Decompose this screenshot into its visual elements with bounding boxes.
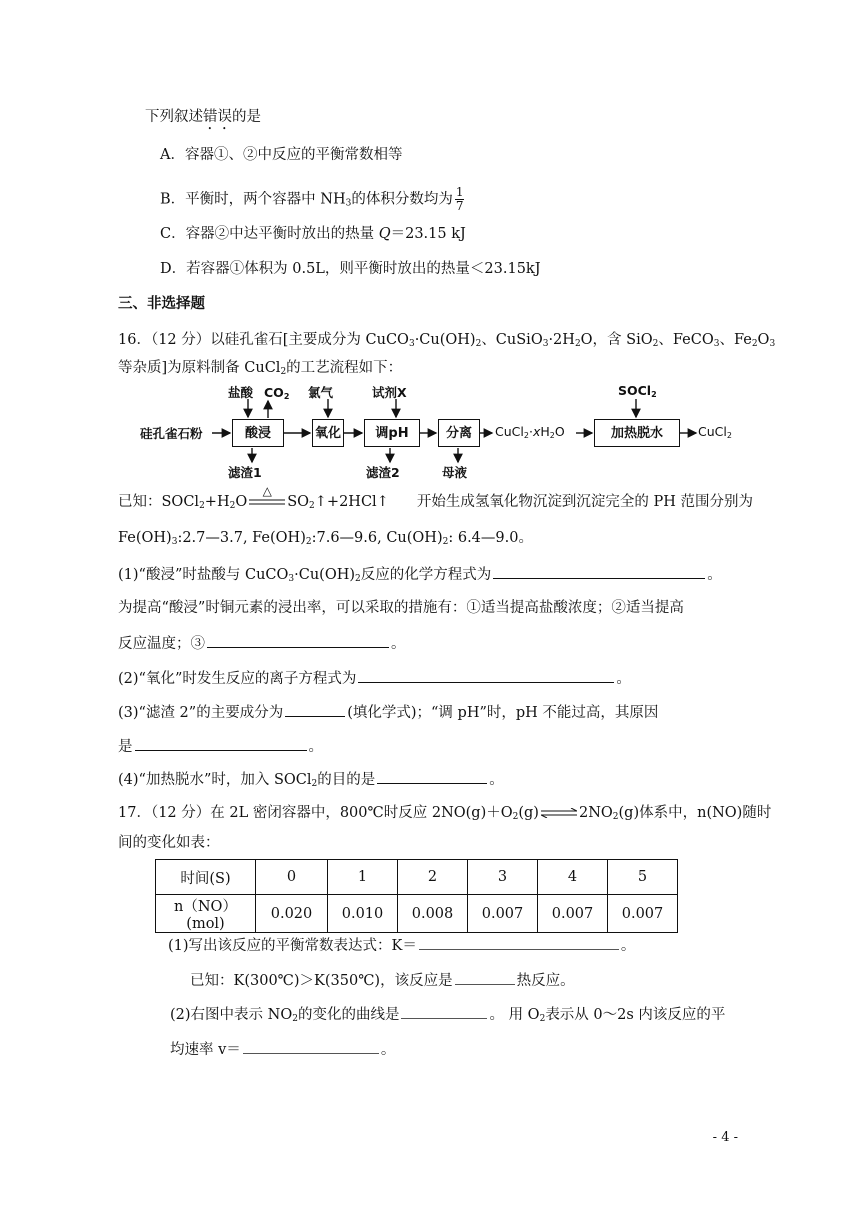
q15-option-b — [160, 186, 464, 217]
answer-blank[interactable] — [243, 1039, 379, 1054]
table-row-header — [156, 860, 678, 895]
t: 热反应。 — [516, 973, 575, 989]
table-cell-time: 3 — [468, 860, 538, 895]
flow-box-oxidation: 氧化 — [312, 419, 344, 447]
q15-option-c — [160, 224, 466, 244]
sub: 3 — [769, 339, 776, 349]
answer-blank[interactable] — [493, 564, 705, 579]
flow-mother-liquor: 母液 — [442, 465, 468, 480]
t: 、Fe — [719, 332, 752, 348]
flow-intermediate-product: $CuCl_2\cdot xH_2O$ — [495, 424, 565, 440]
q16-known-equation — [118, 484, 753, 516]
flow-box-heat-dehydrate: 加热脱水 — [594, 419, 680, 447]
answer-blank[interactable] — [135, 736, 307, 751]
t: : 6.4—9.0。 — [448, 530, 533, 546]
t: 等杂质]为原料制备 CuCl — [118, 360, 281, 376]
t: 已知：SOCl — [118, 494, 200, 510]
table-cell-time: 4 — [538, 860, 608, 895]
reaction-condition-arrow — [249, 484, 285, 507]
table-cell-row-label: n（NO）(mol) — [156, 895, 256, 933]
sub: 2 — [612, 812, 619, 822]
t: O — [554, 424, 565, 439]
t: (4)“加热脱水”时，加入 SOCl — [118, 772, 312, 788]
sub: 2 — [651, 390, 657, 399]
flow-input-reagent-x: 试剂X — [372, 385, 407, 400]
t: 。 — [620, 938, 636, 954]
q15-prompt-post: 的是 — [232, 109, 261, 125]
t: 的工艺流程如下： — [286, 360, 403, 376]
page-number: - 4 - — [712, 1130, 738, 1145]
t: (填化学式)；“调 pH”时，pH 不能过高，其原因 — [347, 705, 659, 721]
t: Fe(OH) — [118, 530, 172, 546]
t: (2)右图中表示 NO — [170, 1007, 293, 1023]
process-flow-diagram — [140, 385, 740, 485]
reversible-arrow-icon — [541, 808, 577, 818]
q17-line2: 间的变化如表： — [118, 835, 220, 851]
t: 的目的是 — [317, 772, 376, 788]
t: (3)“滤渣 2”的主要成分为 — [118, 705, 284, 721]
t: (g)体系中，n(NO)随时 — [618, 805, 772, 821]
flow-input-hcl: 盐酸 — [228, 385, 254, 400]
t: 。 — [707, 567, 722, 583]
q17-part1-known — [190, 970, 575, 991]
q16-part1 — [118, 564, 722, 589]
sub: 2 — [355, 574, 361, 584]
table-cell-time: 0 — [256, 860, 328, 895]
table-cell-value: 0.007 — [538, 895, 608, 933]
t: (g) — [518, 805, 539, 821]
t: H — [540, 424, 550, 439]
section-title: 三、非选择题 — [118, 296, 205, 312]
flow-box-adjust-ph: 调pH — [364, 419, 420, 447]
t: ·Cu(OH) — [294, 567, 356, 583]
t: 开始生成氢氧化物沉淀到沉淀完全的 PH 范围分别为 — [416, 494, 753, 510]
answer-blank[interactable] — [401, 1004, 487, 1019]
sub: 2 — [549, 431, 555, 440]
t: (2)“氧化”时发生反应的离子方程式为 — [118, 671, 357, 687]
no-amount-table — [155, 859, 678, 933]
table-cell-time: 5 — [608, 860, 678, 895]
t: 17．（12 分）在 2L 密闭容器中，800℃时反应 2NO(g)＋O — [118, 805, 513, 821]
table-cell-value: 0.020 — [256, 895, 328, 933]
q15-option-b-sub: 3 — [345, 198, 352, 209]
table-cell-time: 1 — [328, 860, 398, 895]
sub: 2 — [229, 501, 236, 511]
t: 均速率 v＝ — [170, 1042, 241, 1058]
t: 16．（12 分）以硅孔雀石[主要成分为 CuCO — [118, 332, 409, 348]
t: 2NO — [578, 805, 613, 821]
sub: 2 — [292, 1014, 298, 1024]
q16-part3-line2 — [118, 736, 323, 757]
sub: 2 — [280, 367, 287, 377]
t: O — [235, 494, 248, 510]
t: 反应温度；③ — [118, 636, 205, 652]
q16-part1-line2: 为提高“酸浸”时铜元素的浸出率，可以采取的措施有：①适当提高盐酸浓度；②适当提高 — [118, 600, 684, 616]
t: SO — [287, 494, 310, 510]
sub: 2 — [309, 501, 315, 511]
fraction-numerator: 1 — [455, 185, 464, 199]
t: 。 — [391, 636, 406, 652]
table-row-values — [156, 895, 678, 933]
sub: 3 — [288, 574, 295, 584]
flow-input-cl2: 氯气 — [308, 385, 334, 400]
sub: 2 — [574, 339, 581, 349]
t: 表示从 0～2s 内该反应的平 — [545, 1007, 726, 1023]
flow-residue-1: 滤渣1 — [228, 465, 262, 480]
sub: 2 — [311, 779, 318, 789]
q15-prompt-emph: 错误 — [203, 109, 232, 125]
sub: 2 — [283, 392, 290, 401]
t: CO — [264, 385, 284, 400]
reversible-arrow — [541, 808, 577, 818]
sub: 2 — [726, 431, 732, 440]
flow-output-co2 — [264, 385, 289, 401]
q15-option-b-post: 的体积分数均为 — [351, 191, 453, 208]
t: SOCl — [618, 383, 652, 398]
t: CuCl — [495, 424, 524, 439]
q16-part4 — [118, 769, 504, 794]
sub: 2 — [539, 1014, 546, 1024]
answer-blank[interactable] — [455, 970, 515, 985]
answer-blank[interactable] — [377, 769, 487, 784]
sub: 2 — [442, 537, 449, 547]
table-cell-header-label: 时间(S) — [156, 860, 256, 895]
equals-arrow-icon — [249, 497, 285, 507]
table-cell-time: 2 — [398, 860, 468, 895]
sub: 3 — [542, 339, 549, 349]
t: O，含 SiO — [580, 332, 653, 348]
table-cell-value: 0.010 — [328, 895, 398, 933]
t: 。 — [616, 671, 631, 687]
q16-part1-line3 — [118, 633, 406, 654]
fraction-denominator: 7 — [455, 199, 464, 213]
sub: 3 — [713, 339, 720, 349]
t: ↑+2HCl↑ — [314, 494, 389, 510]
t: 、CuSiO — [481, 332, 543, 348]
flow-input-socl2 — [618, 383, 657, 399]
q15-prompt-pre: 下列叙述 — [145, 109, 203, 125]
sub: 2 — [751, 339, 758, 349]
table-cell-value: 0.007 — [468, 895, 538, 933]
q17-part2-line2 — [170, 1039, 395, 1060]
q16-line2 — [118, 358, 402, 382]
t: (1)“酸浸”时盐酸与 CuCO — [118, 567, 289, 583]
answer-blank[interactable] — [285, 702, 345, 717]
t: +H — [204, 494, 230, 510]
t: O — [757, 332, 770, 348]
sub: 2 — [199, 501, 205, 511]
q15-option-b-text: B．平衡时，两个容器中 NH — [160, 191, 346, 208]
sub: 3 — [171, 537, 178, 547]
t: 。 — [308, 739, 323, 755]
flow-residue-2: 滤渣2 — [366, 465, 400, 480]
q15-prompt — [145, 107, 261, 133]
q17-part1 — [168, 935, 635, 956]
answer-blank[interactable] — [358, 668, 614, 683]
t: 、FeCO — [658, 332, 714, 348]
q15-option-a: A．容器①、②中反应的平衡常数相等 — [160, 147, 403, 163]
q15-option-c-post: ＝23.15 kJ — [390, 226, 466, 242]
t: ·Cu(OH) — [414, 332, 476, 348]
sub: 2 — [305, 537, 312, 547]
t: :2.7—3.7, Fe(OH) — [177, 530, 306, 546]
sub: 2 — [475, 339, 482, 349]
q15-option-b-fraction — [455, 186, 465, 213]
t: 是 — [118, 739, 133, 755]
answer-blank[interactable] — [207, 633, 389, 648]
t: :7.6—9.6, Cu(OH) — [311, 530, 443, 546]
t: (1)写出该反应的平衡常数表达式：K＝ — [168, 938, 417, 954]
t: CuCl — [698, 424, 727, 439]
sub: 2 — [652, 339, 659, 349]
t: 。 — [489, 772, 504, 788]
q17-line1 — [118, 803, 771, 827]
q15-option-c-pre: C．容器②中达平衡时放出的热量 — [160, 226, 379, 242]
heat-symbol: △ — [262, 484, 272, 498]
sub: 3 — [408, 339, 415, 349]
q17-part2 — [170, 1004, 725, 1029]
t: 反应的化学方程式为 — [360, 567, 492, 583]
t: x — [532, 424, 541, 439]
q16-part3 — [118, 702, 658, 723]
flow-box-acid-leach: 酸浸 — [232, 419, 284, 447]
sub: 2 — [523, 431, 529, 440]
q16-part2 — [118, 668, 631, 689]
t: 。 用 O — [489, 1007, 540, 1023]
q16-ph-ranges — [118, 528, 533, 552]
flow-end-product — [698, 424, 732, 440]
flow-start-material: 硅孔雀石粉 — [140, 426, 203, 441]
q15-option-d: D．若容器①体积为 0.5L，则平衡时放出的热量＜23.15kJ — [160, 261, 541, 277]
t: 的变化的曲线是 — [297, 1007, 400, 1023]
q16-line1 — [118, 330, 775, 354]
t: ·2H — [548, 332, 575, 348]
t: 已知：K(300℃)＞K(350℃)，该反应是 — [190, 973, 453, 989]
flow-box-separation: 分离 — [438, 419, 480, 447]
q15-option-c-var: Q — [378, 226, 391, 242]
sub: 2 — [512, 812, 519, 822]
table-cell-value: 0.008 — [398, 895, 468, 933]
table-cell-value: 0.007 — [608, 895, 678, 933]
answer-blank[interactable] — [419, 935, 619, 950]
t: 。 — [380, 1042, 396, 1058]
